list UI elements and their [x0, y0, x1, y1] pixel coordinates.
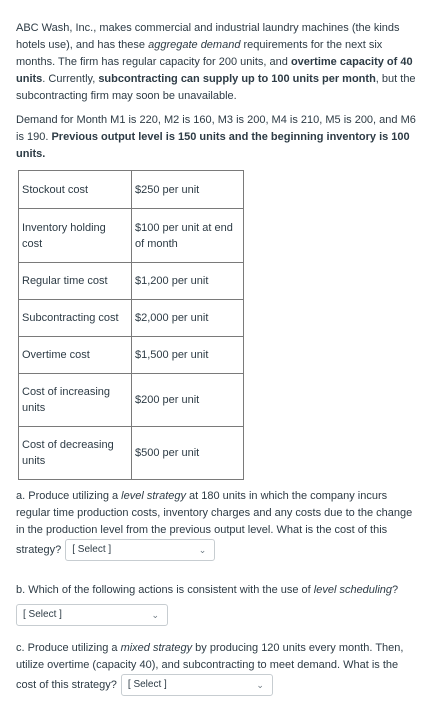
- question-text: c. Produce utilizing a: [16, 642, 121, 654]
- question-b: [16, 582, 418, 626]
- select-placeholder: [ Select ]: [23, 609, 62, 620]
- answer-select-b[interactable]: [16, 604, 168, 626]
- table-row: [19, 209, 244, 263]
- cost-label: Cost of increasing units: [19, 374, 132, 427]
- table-row: [19, 171, 244, 209]
- table-row: [19, 374, 244, 427]
- intro-bold: subcontracting can supply up to 100 units per month: [98, 73, 376, 85]
- cost-label: Subcontracting cost: [19, 300, 132, 337]
- question-emphasis: mixed strategy: [120, 642, 193, 654]
- question-emphasis: level scheduling: [313, 584, 393, 596]
- cost-value: $2,000 per unit: [132, 300, 244, 337]
- answer-select-a[interactable]: [65, 539, 215, 561]
- table-row: [19, 300, 244, 337]
- question-text: b. Which of the following actions is consistent with the use of: [16, 584, 314, 596]
- cost-label: Overtime cost: [19, 337, 132, 374]
- select-placeholder: [ Select ]: [72, 544, 112, 555]
- chevron-down-icon: ⌄: [198, 545, 207, 555]
- chevron-down-icon: ⌄: [151, 610, 159, 620]
- cost-value: $1,200 per unit: [132, 263, 244, 300]
- table-row: [19, 337, 244, 374]
- question-c: [16, 640, 418, 696]
- answer-select-c[interactable]: [121, 674, 273, 696]
- cost-label: Inventory holding cost: [19, 209, 132, 263]
- select-placeholder: [ Select ]: [127, 679, 167, 690]
- cost-label: Regular time cost: [19, 263, 132, 300]
- table-row: [19, 427, 244, 480]
- question-text: at 180 units in which the company incurs regular time production costs, inventory charges and any costs due to the change in the production level from the previous output level. What is the cost of this strategy?: [16, 490, 413, 556]
- chevron-down-icon: ⌄: [256, 680, 264, 690]
- intro-paragraph-2: [16, 112, 416, 163]
- question-text: ?: [392, 584, 399, 596]
- cost-value: $1,500 per unit: [132, 337, 244, 374]
- costs-table: [18, 170, 244, 480]
- table-row: [19, 263, 244, 300]
- cost-value: $100 per unit at end of month: [132, 209, 244, 263]
- intro-text: . Currently,: [42, 73, 99, 85]
- question-text: a. Produce utilizing a: [16, 490, 122, 502]
- cost-value: $200 per unit: [132, 374, 244, 427]
- question-emphasis: level strategy: [121, 490, 186, 502]
- intro-paragraph-1: [16, 20, 416, 105]
- intro-text: ABC Wash, Inc., makes commercial and industrial laundry machines (the kinds hotels use), and has these: [16, 22, 400, 51]
- cost-label: Cost of decreasing units: [19, 427, 132, 480]
- intro-bold: overtime capacity of 40 units: [16, 56, 413, 85]
- question-text: by producing 120 units every month. Then, utilize overtime (capacity 40), and subcontracting to meet demand. What is the cost of this strategy?: [16, 642, 404, 691]
- demand-text: Demand for Month M1 is 220, M2 is 160, M3 is 200, M4 is 210, M5 is 200, and M6 is 190.: [16, 114, 416, 143]
- cost-label: Stockout cost: [19, 171, 132, 209]
- question-a: [16, 488, 418, 561]
- demand-bold: Previous output level is 150 units and the beginning inventory is 100 units.: [16, 131, 410, 160]
- intro-text: requirements for the next six months. The firm has regular capacity for 200 units, and: [16, 39, 383, 68]
- intro-text: , but the subcontracting firm may soon be unavailable.: [16, 73, 416, 102]
- cost-value: $500 per unit: [132, 427, 244, 480]
- cost-value: $250 per unit: [132, 171, 244, 209]
- intro-emphasis: aggregate demand: [148, 39, 241, 51]
